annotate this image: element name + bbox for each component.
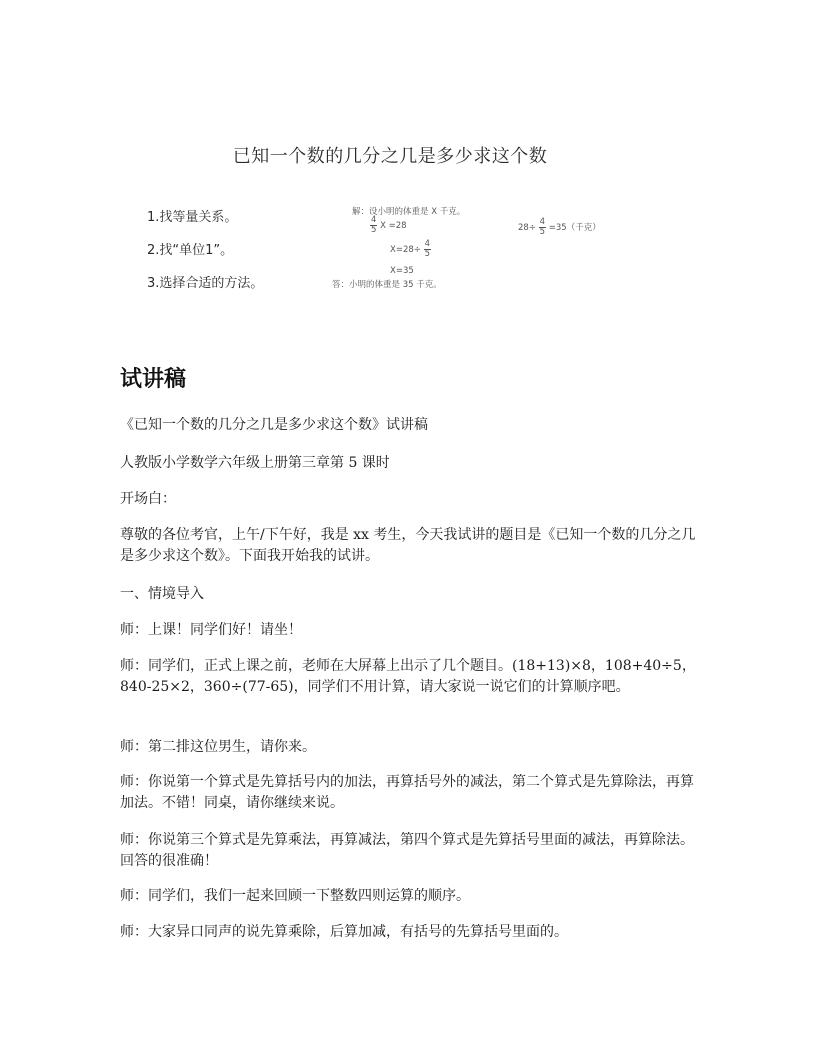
paragraph-section-intro: 一、情境导入 <box>120 586 204 602</box>
solution-line: 解：设小明的体重是 X 千克。 <box>352 207 466 217</box>
figure-step: 2.找“单位1”。 <box>147 243 234 258</box>
paragraph-course-info: 人教版小学数学六年级上册第三章第 5 课时 <box>120 455 390 471</box>
paragraph-opening-label: 开场白： <box>120 491 176 507</box>
fraction: $\frac{4}{5}$ <box>424 239 431 259</box>
paragraph-feedback-2: 师：你说第三个算式是先算乘法，再算减法，第四个算式是先算括号里面的减法，再算除法。回答的很准确！ <box>120 832 694 869</box>
paragraph-order-rule: 师：大家异口同声的说先算乘除，后算加减，有括号的先算括号里面的。 <box>120 924 568 940</box>
lesson-figure <box>120 130 700 300</box>
solution-answer: 答：小明的体重是 35 千克。 <box>332 280 442 290</box>
figure-steps <box>147 206 263 305</box>
paragraph-feedback-1: 师：你说第一个算式是先算括号内的加法，再算括号外的减法，第二个算式是先算除法，再算加法。不错！同桌，请你继续来说。 <box>120 774 694 811</box>
paragraph-call-student: 师：第二排这位男生，请你来。 <box>120 739 316 755</box>
paragraph-greeting: 师：上课！同学们好！请坐！ <box>120 622 302 638</box>
figure-step: 3.选择合适的方法。 <box>147 276 264 291</box>
fraction: $\frac{4}{5}$ <box>371 215 377 235</box>
solution-alternative: 28÷ $\frac{4}{5}$ =35（千克） <box>518 217 601 237</box>
solution-equation-1: $\frac{4}{5}$ X =28 <box>371 215 407 235</box>
solution-equation-3: X=35 <box>390 266 414 276</box>
solution-equation-2: X=28÷ $\frac{4}{5}$ <box>390 239 431 259</box>
paragraph-questions: 师：同学们，正式上课之前，老师在大屏幕上出示了几个题目。(18+13)×8，108+40÷5，840-25×2，360÷(77-65)，同学们不用计算，请大家说一说它们的计算顺序吧。 <box>120 658 696 695</box>
paragraph-review: 师：同学们，我们一起来回顾一下整数四则运算的顺序。 <box>120 888 470 904</box>
fraction: $\frac{4}{5}$ <box>539 217 546 237</box>
section-heading: 试讲稿 <box>120 367 187 392</box>
figure-title: 已知一个数的几分之几是多少求这个数 <box>232 146 548 167</box>
figure-step: 1.找等量关系。 <box>147 210 238 225</box>
paragraph-script-title: 《已知一个数的几分之几是多少求这个数》试讲稿 <box>120 417 428 433</box>
paragraph-opening: 尊敬的各位考官，上午/下午好，我是 xx 考生，今天我试讲的题目是《已知一个数的几分之几是多少求这个数》。下面我开始我的试讲。 <box>120 527 696 564</box>
